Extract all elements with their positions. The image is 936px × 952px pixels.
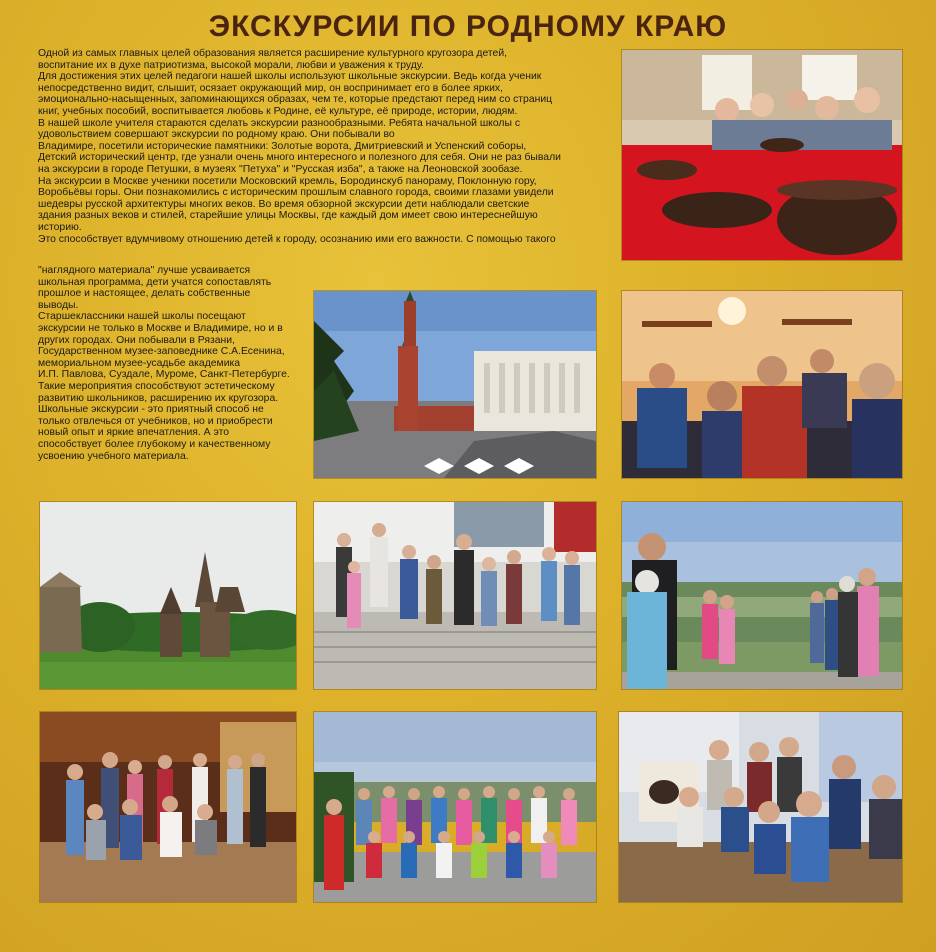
museum-pottery-photo — [622, 50, 902, 260]
text-line: способствует более глубокому и качественному — [38, 438, 271, 450]
text-line: выводы. — [38, 299, 79, 311]
text-line: новый опыт и яркие впечатления. А это — [38, 427, 229, 439]
text-line: экскурсии не только в Москве и Владимире, но и в — [38, 322, 283, 334]
text-line: Такие мероприятия способствуют эстетическому — [38, 380, 275, 392]
text-line: историю. — [38, 221, 82, 233]
classroom-photo — [619, 712, 902, 902]
text-line: эмоционально-насыщенных, запоминающихся образах, чем те, которые предстают перед ним со страниц — [38, 94, 553, 106]
text-line: воспитание их в духе патриотизма, высокой морали, любви и уважения к труду. — [38, 59, 424, 71]
text-line: удовольствием совершают экскурсии по родному краю. Они побывали во — [38, 129, 395, 141]
text-line: развитию школьников, расширению их кругозора. — [38, 392, 279, 404]
text-line: шедевры русской архитектуры многих веков. Во время обзорной экскурсии дети наблюдали светские — [38, 198, 530, 210]
text-line: книг, учебных пособий, воспитывается любовь к Родине, её культуре, её природе, истории, людям. — [38, 105, 518, 117]
text-line: На экскурсии в Москве ученики посетили Московский кремль, Бородинскуб панораму, Поклонную гору, — [38, 175, 537, 187]
text-line: только отвлечься от учебников, но и приобрести — [38, 415, 273, 427]
text-line: В нашей школе учителя стараются сделать экскурсии разнообразными. Ребята начальной школы с — [38, 117, 521, 129]
text-line: усвоению учебного материала. — [38, 450, 189, 462]
text-line: здания разных веков и стилей, старейшие улицы Москвы, где каждый дом имеет свою интереснейшую — [38, 210, 538, 222]
group-hall-photo — [40, 712, 296, 902]
text-line: мемориальном музее-усадьбе академика — [38, 357, 241, 369]
landscape-overlook-photo — [622, 502, 902, 689]
text-line: Детский исторический центр, где узнали очень много интересного и полезного для себя. Они не раз бывали — [38, 152, 561, 164]
museum-children-photo — [622, 291, 902, 478]
text-line: Школьные экскурсии - это приятный способ не — [38, 404, 264, 416]
wooden-church-photo — [40, 502, 296, 689]
kremlin-photo — [314, 291, 596, 478]
side-text — [38, 265, 318, 462]
text-line: непосредственно видит, слышит, осязает окружающий мир, он воспринимает его в более ярких, — [38, 82, 503, 94]
text-line: других городах. Они побывали в Рязани, — [38, 334, 235, 346]
text-line: Воробьёвы горы. Они познакомились с историческим прошлым славного города, своими глазами увидели — [38, 187, 554, 199]
text-line: Старшеклассники нашей школы посещают — [38, 311, 246, 323]
text-line: прошлое и настоящее, делать собственные — [38, 288, 251, 300]
group-steps-photo — [314, 502, 596, 689]
intro-text — [38, 48, 623, 245]
text-line: "наглядного материала" лучше усваивается — [38, 265, 251, 276]
text-line: Государственном музее-заповеднике С.А.Есенина, — [38, 346, 285, 358]
text-line: на экскурсии в городе Петушки, в музеях "Петуха" и "Русская изба", а также на Леоновской зообазе. — [38, 163, 523, 175]
large-group-photo — [314, 712, 596, 902]
text-line: И.П. Павлова, Суздале, Муроме, Санкт-Петербурге. — [38, 369, 290, 381]
text-line: Это способствует вдумчивому отношению детей к городу, осознанию ими его важности. С помощью такого — [38, 233, 556, 245]
page-title: ЭКСКУРСИИ ПО РОДНОМУ КРАЮ — [208, 10, 728, 43]
text-line: Владимире, посетили исторические памятники: Золотые ворота, Дмитриевский и Успенский соборы, — [38, 140, 527, 152]
text-line: школьная программа, дети учатся сопоставлять — [38, 276, 272, 288]
text-line: Для достижения этих целей педагоги нашей школы используют школьные экскурсии. Ведь когда ученик — [38, 71, 542, 83]
text-line: Одной из самых главных целей образования является расширение культурного кругозора детей, — [38, 48, 508, 59]
